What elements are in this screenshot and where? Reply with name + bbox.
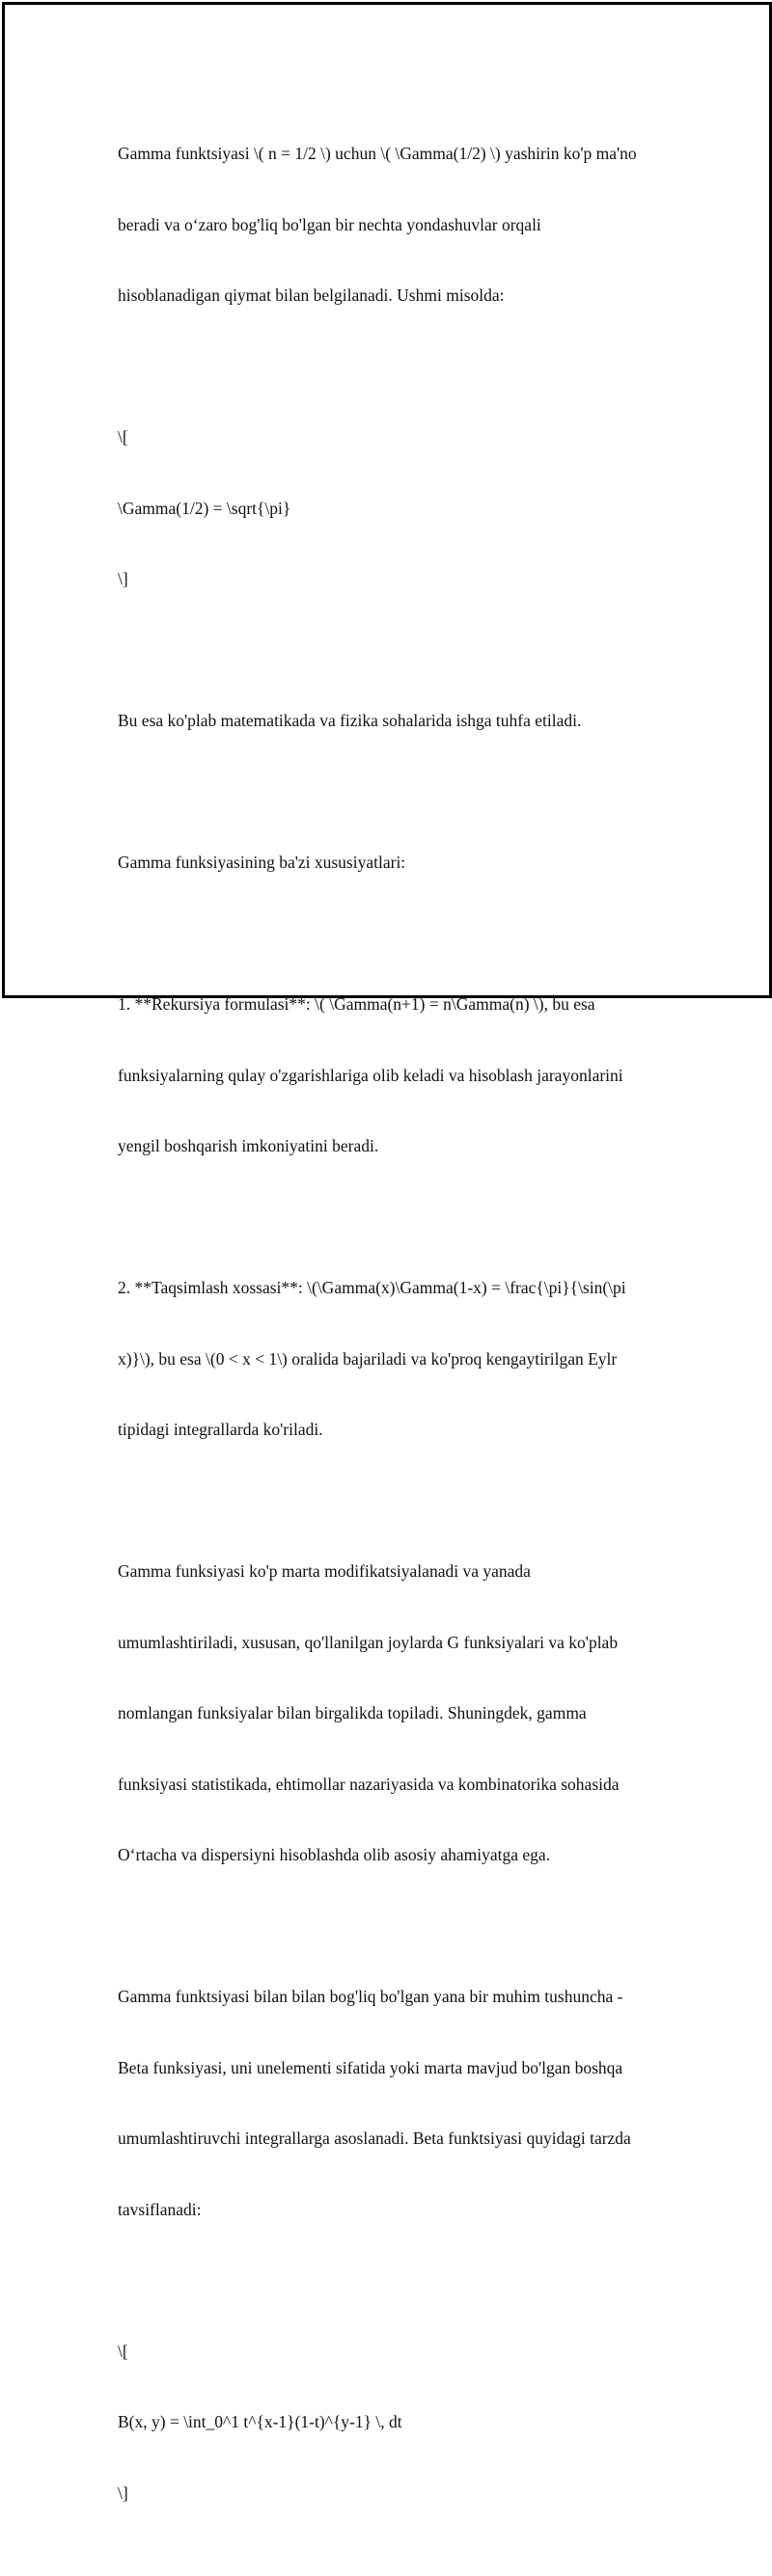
beta-paragraph (118, 1938, 677, 2268)
formula-line: \[ (118, 427, 128, 447)
text-line: Bu esa ko'plab matematikada va fizika sohalarida ishga tuhfa etiladi. (118, 711, 582, 730)
gamma-half-formula (118, 378, 677, 638)
formula-line: \[ (118, 2341, 128, 2361)
text-line: nomlangan funksiyalar bilan birgalikda topiladi. Shuningdek, gamma (118, 1703, 587, 1722)
text-line: Gamma funktsiyasi bilan bilan bog'liq bo'lgan yana bir muhim tushuncha - (118, 1987, 623, 2006)
document-body (118, 95, 677, 2576)
text-line: 1. **Rekursiya formulasi**: \( \Gamma(n+1) = n\Gamma(n) \), bu esa (118, 994, 595, 1014)
intro-paragraph (118, 95, 677, 355)
formula-line: B(x, y) = \int_0^1 t^{x-1}(1-t)^{y-1} \, dt (118, 2412, 402, 2431)
formula-line: \] (118, 2482, 128, 2503)
generalization-paragraph (118, 1512, 677, 1914)
text-line: Gamma funksiyasi ko'p marta modifikatsiyalanadi va yanada (118, 1561, 531, 1581)
text-line: hisoblanadigan qiymat bilan belgilanadi. Ushmi misolda: (118, 285, 505, 305)
properties-heading (118, 803, 677, 922)
text-line: tipidagi integrallarda ko'riladi. (118, 1420, 323, 1439)
applications-paragraph (118, 662, 677, 780)
page-frame (2, 2, 772, 2503)
text-line: x)}\), bu esa \(0 < x < 1\) oralida bajariladi va ko'proq kengaytirilgan Eylr (118, 1348, 618, 1369)
beta-formula (118, 2292, 677, 2553)
formula-line: \Gamma(1/2) = \sqrt{\pi} (118, 498, 291, 518)
text-line: umumlashtiriladi, xususan, qo'llanilgan joylarda G funksiyalari va ko'plab (118, 1632, 619, 1652)
text-line: 2. **Taqsimlash xossasi**: \(\Gamma(x)\Gamma(1-x) = \frac{\pi}{\sin(\pi (118, 1278, 626, 1297)
text-line: yengil boshqarish imkoniyatini beradi. (118, 1136, 379, 1155)
text-line: funksiyalarning qulay o'zgarishlariga olib keladi va hisoblash jarayonlarini (118, 1065, 623, 1085)
formula-line: \] (118, 569, 128, 588)
text-line: beradi va o‘zaro bog'liq bo'lgan bir nechta yondashuvlar orqali (118, 214, 541, 234)
text-line: umumlashtiruvchi integrallarga asoslanadi. Beta funktsiyasi quyidagi tarzda (118, 2129, 631, 2148)
text-line: tavsiflanadi: (118, 2199, 202, 2219)
text-line: O‘rtacha va dispersiyni hisoblashda olib asosiy ahamiyatga ega. (118, 1845, 551, 1864)
text-line: Gamma funksiyasining ba'zi xususiyatlari: (118, 853, 406, 872)
text-line: Gamma funktsiyasi \( n = 1/2 \) uchun \( \Gamma(1/2) \) yashirin ko'p ma'no (118, 144, 637, 163)
text-line: Beta funksiyasi, uni unelementi sifatida yoki marta mavjud bo'lgan boshqa (118, 2057, 623, 2077)
text-line: funksiyasi statistikada, ehtimollar nazariyasida va kombinatorika sohasida (118, 1774, 620, 1794)
property-reflection (118, 1229, 677, 1489)
property-recursion (118, 945, 677, 1206)
